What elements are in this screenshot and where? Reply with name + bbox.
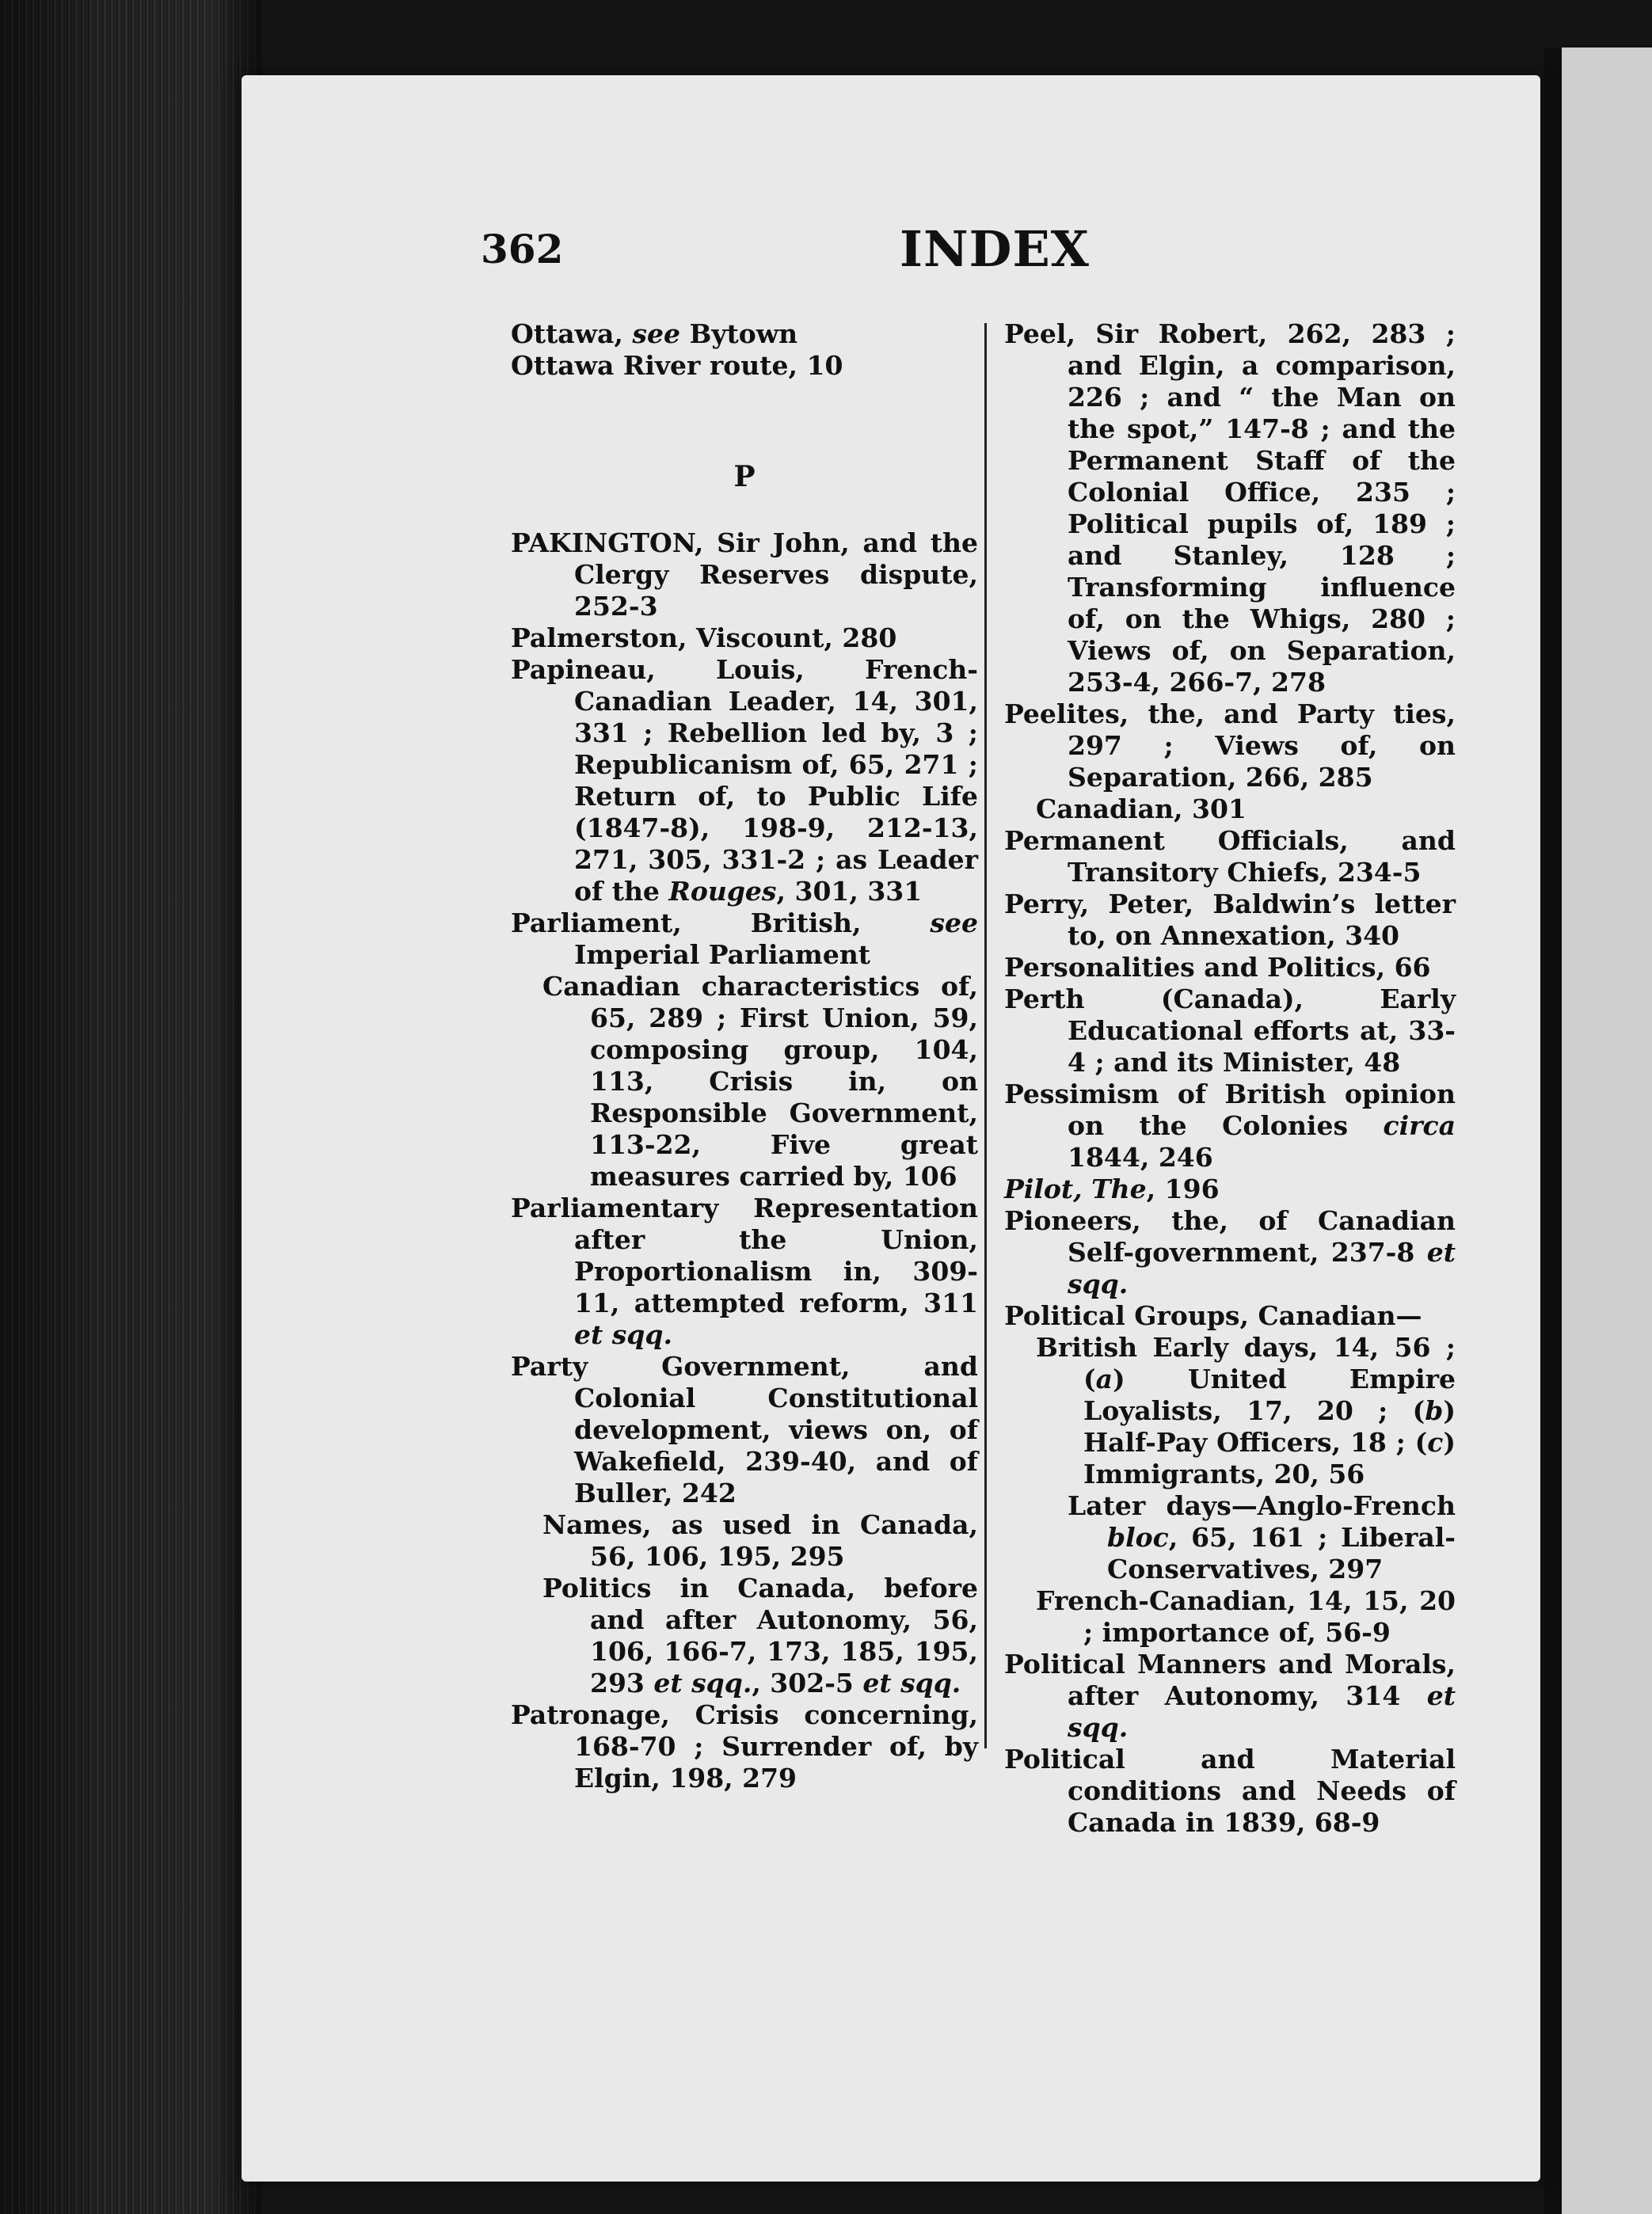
entry-text: Palmerston, Viscount, 280 bbox=[511, 622, 897, 653]
index-entry bbox=[1004, 1332, 1456, 1490]
index-entry bbox=[1004, 983, 1456, 1078]
italic-text: see bbox=[930, 907, 978, 938]
entry-text: Political and Material conditions and Needs of Canada in 1839, 68-9 bbox=[1004, 1744, 1456, 1838]
entry-text: British Early days, 14, 56 ; ( bbox=[1036, 1332, 1456, 1394]
italic-text: et sqq. bbox=[1068, 1680, 1456, 1743]
italic-text: see bbox=[632, 318, 680, 349]
index-entry bbox=[1004, 698, 1456, 793]
index-entry bbox=[511, 1509, 978, 1573]
index-entry bbox=[1004, 1174, 1456, 1205]
index-entry bbox=[1004, 825, 1456, 888]
entry-text: Personalities and Politics, 66 bbox=[1004, 952, 1431, 983]
index-entry bbox=[1004, 1490, 1456, 1585]
page-number: 362 bbox=[481, 226, 564, 272]
entry-text: Canadian characteristics of, 65, 289 ; First Union, 59, composing group, 104, 113, Crisis in, on Responsible Government, 113-22, Five great measures carried by, 106 bbox=[542, 971, 978, 1192]
italic-text: et sqq. bbox=[862, 1668, 961, 1699]
entry-text: Canadian, 301 bbox=[1036, 793, 1247, 824]
entry-text: Ottawa River route, 10 bbox=[511, 350, 843, 381]
entry-text: Perth (Canada), Early Educational efforts at, 33-4 ; and its Minister, 48 bbox=[1004, 983, 1456, 1078]
entry-text: Parliamentary Representation after the Union, Proportionalism in, 309-11, attempted reform, 311 bbox=[511, 1193, 978, 1318]
entry-text: , 302-5 bbox=[752, 1668, 863, 1699]
index-entry bbox=[511, 1351, 978, 1509]
entry-text: Pessimism of British opinion on the Colonies bbox=[1004, 1078, 1456, 1141]
book-edge-shadow bbox=[0, 0, 261, 2214]
italic-text: et sqq. bbox=[574, 1319, 672, 1350]
index-entry bbox=[511, 1699, 978, 1794]
italic-text: bloc bbox=[1107, 1522, 1169, 1553]
index-entry bbox=[511, 971, 978, 1193]
index-entry bbox=[1004, 318, 1456, 698]
entry-text: Political Manners and Morals, after Autonomy, 314 bbox=[1004, 1649, 1456, 1711]
entry-text: Bytown bbox=[679, 318, 798, 349]
index-entry bbox=[511, 654, 978, 907]
index-entry bbox=[1004, 1649, 1456, 1744]
section-letter: P bbox=[733, 460, 756, 493]
entry-text: Peel, Sir Robert, 262, 283 ; and Elgin, a comparison, 226 ; and “ the Man on the spot,” 147-8 ; and the Permanent Staff of the Colonial Office, 235 ; Political pupils of, 189 ; and Stanley, 128 ; Transforming influence of, on the Whigs, 280 ; Views of, on Separation, 253-4, 266-7, 278 bbox=[1004, 318, 1456, 698]
entry-text: ) Half-Pay Officers, 18 ; ( bbox=[1083, 1395, 1456, 1458]
entry-text: Pioneers, the, of Canadian Self-government, 237-8 bbox=[1004, 1205, 1456, 1268]
entry-text: Politics in Canada, before and after Autonomy, 56, 106, 166-7, 173, 185, 195, 293 bbox=[542, 1573, 978, 1699]
index-entry bbox=[1004, 1205, 1456, 1300]
italic-text: a bbox=[1095, 1364, 1113, 1394]
entry-text: Later days—Anglo-French bbox=[1068, 1490, 1456, 1521]
entry-text: , 65, 161 ; Liberal-Conservatives, 297 bbox=[1107, 1522, 1456, 1584]
entry-text: ) United Empire Loyalists, 17, 20 ; ( bbox=[1083, 1364, 1456, 1426]
index-entry bbox=[511, 1193, 978, 1351]
index-entry bbox=[511, 907, 978, 971]
gutter-shadow bbox=[1544, 48, 1562, 2214]
italic-text: c bbox=[1427, 1427, 1444, 1458]
index-entry bbox=[511, 622, 978, 654]
entry-text: Permanent Officials, and Transitory Chiefs, 234-5 bbox=[1004, 825, 1456, 888]
index-entry bbox=[511, 318, 978, 350]
index-entry bbox=[1004, 1585, 1456, 1649]
entry-text: Patronage, Crisis concerning, 168-70 ; Surrender of, by Elgin, 198, 279 bbox=[511, 1699, 978, 1794]
index-entry bbox=[1004, 793, 1456, 825]
index-entry bbox=[1004, 952, 1456, 983]
entry-text: , 301, 331 bbox=[776, 876, 923, 907]
index-column-right bbox=[1004, 318, 1456, 1839]
entry-text: Party Government, and Colonial Constitutional development, views on, of Wakefield, 239-40, and of Buller, 242 bbox=[511, 1351, 978, 1508]
index-entry bbox=[1004, 888, 1456, 952]
index-entry bbox=[1004, 1300, 1456, 1332]
italic-text: Rouges bbox=[668, 876, 777, 907]
index-entry bbox=[1004, 1078, 1456, 1174]
entry-text: Ottawa, bbox=[511, 318, 633, 349]
entry-text: Parliament, British, bbox=[511, 907, 931, 938]
italic-text: Pilot, The bbox=[1004, 1174, 1147, 1204]
index-column-left bbox=[511, 318, 978, 1794]
entry-text: Perry, Peter, Baldwin’s letter to, on Annexation, 340 bbox=[1004, 888, 1456, 951]
entry-text: PAKINGTON, Sir John, and the Clergy Reserves dispute, 252-3 bbox=[511, 527, 978, 622]
entry-text: Peelites, the, and Party ties, 297 ; Views of, on Separation, 266, 285 bbox=[1004, 698, 1456, 793]
index-entry bbox=[511, 350, 978, 382]
index-entry bbox=[1004, 1744, 1456, 1839]
entry-text: Political Groups, Canadian— bbox=[1004, 1300, 1422, 1331]
entry-text: Papineau, Louis, French-Canadian Leader, 14, 301, 331 ; Rebellion led by, 3 ; Republicanism of, 65, 271 ; Return of, to Public Life (1847-8), 198-9, 212-13, 271, 305, 331-2 ; as Leader of the bbox=[511, 654, 978, 907]
index-entry bbox=[511, 1573, 978, 1699]
entry-text: Names, as used in Canada, 56, 106, 195, 295 bbox=[542, 1509, 978, 1572]
italic-text: et sqq. bbox=[1068, 1237, 1456, 1299]
italic-text: b bbox=[1425, 1395, 1444, 1426]
italic-text: et sqq. bbox=[653, 1668, 752, 1699]
entry-text: , 196 bbox=[1146, 1174, 1220, 1204]
facing-page-edge bbox=[1544, 48, 1652, 2214]
column-rule bbox=[984, 323, 987, 1748]
index-entry bbox=[511, 527, 978, 622]
italic-text: circa bbox=[1383, 1110, 1456, 1141]
entry-text: 1844, 246 bbox=[1068, 1142, 1213, 1173]
entry-text: Imperial Parliament bbox=[574, 939, 871, 970]
entry-text: French-Canadian, 14, 15, 20 ; importance of, 56-9 bbox=[1036, 1585, 1456, 1648]
entry-text: ) Immigrants, 20, 56 bbox=[1083, 1427, 1456, 1489]
running-head: INDEX bbox=[900, 220, 1090, 278]
